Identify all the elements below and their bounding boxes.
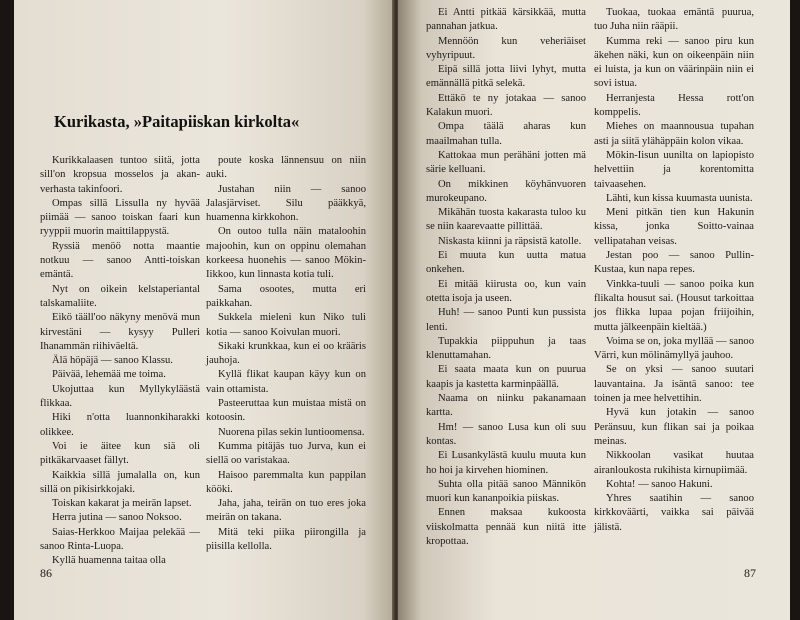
page-number-right: 87 (744, 566, 756, 580)
right-column-2 (594, 6, 754, 535)
paragraph: Ei Lusankylästä kuulu muuta kun ho hoi ja kirvehen hiominen. (426, 450, 586, 476)
paragraph: Ei Antti pitkää kärsikkää, mutta pannahan jatkua. (426, 7, 586, 33)
paragraph: Herranjesta Hessa rott'on komppelis. (594, 92, 754, 119)
paragraph: Kurikkalaasen tuntoo siitä, jotta sill'on kropsua mosselos ja akan-verhasta takinfoori. (40, 155, 200, 195)
paragraph: Sama osootes, mutta eri paikkahan. (206, 283, 366, 309)
left-column-2 (206, 154, 366, 554)
paragraph: Suhta olla pitää sanoo Männikön muori kun kananpoikia piiskas. (426, 478, 586, 505)
paragraph: Jestan poo — sanoo Pullin-Kustaa, kun napa repes. (594, 250, 754, 276)
paragraph: Ryssiä menöö notta maantie notkuu — sanoo Antti-toiskan emäntä. (40, 240, 200, 281)
paragraph: Kyllä huamenna taitaa olla (52, 555, 166, 567)
paragraph: poute koska lännensuu on niin auki. (206, 155, 366, 181)
paragraph: Se on yksi — sanoo suutari lauvantaina. Ja isäntä sanoo: tee toinen ja mee helvettihin. (594, 364, 754, 405)
paragraph: Mökin-Iisun uunilta on lapiopisto helvettiin ja korentomitta taivaasehen. (594, 149, 754, 190)
paragraph: Sikaki krunkkaa, kun ei oo krääris jauhoja. (206, 340, 366, 367)
paragraph: Kumma pitäjäs tuo Jurva, kun ei siellä oo varistakaa. (206, 440, 366, 467)
paragraph: Niskasta kiinni ja räpsistä katolle. (438, 235, 582, 247)
paragraph: Voima se on, joka myllää — sanoo Värri, kun mölinämyllyä jauhoo. (594, 335, 754, 362)
paragraph: Ettäkö te ny jotakaa — sanoo Kalakun muori. (426, 92, 586, 119)
paragraph: Kumma reki — sanoo piru kun äkehen näki, kun on oikeenpäin niin ei luista, ja kun on väärinpäin niin ei sovi istua. (594, 35, 754, 90)
paragraph: Nyt on oikein kelstaperiantal talskamaliite. (40, 283, 200, 309)
chapter-title: Kurikasta, »Paitapiiskan kirkolta« (54, 112, 300, 131)
paragraph: Mikähän tuosta kakarasta tuloo ku se niin kaarevaatte pillittää. (426, 207, 586, 233)
paragraph: Sukkela mieleni kun Niko tuli kotia — sanoo Koivulan muori. (206, 312, 366, 338)
paragraph: Nuorena pilas sekin luntioomensa. (218, 426, 365, 438)
paragraph: Kaikkia sillä jumalalla on, kun sillä on pikisirkkojaki. (40, 469, 200, 495)
paragraph: Hiki n'otta luannonkiharakki olikkee. (40, 412, 200, 438)
right-column-1 (426, 6, 586, 549)
paragraph: Vinkka-tuuli — sanoo poika kun flikalta housut sai. (Housut tarkoittaa jos flikka lupaa pojan friijoihin, mutta jälkeenpäin kieltää.) (594, 278, 754, 333)
paragraph: Älä höpäjä — sanoo Klassu. (52, 355, 173, 367)
paragraph: Lähti, kun kissa kuumasta uunista. (606, 192, 753, 204)
paragraph: Naama on niinku pakanamaan kartta. (426, 393, 586, 419)
paragraph: Nikkoolan vasikat huutaa airanloukosta rukihista kirnupiimää. (594, 450, 754, 476)
paragraph: Ei mitää kiirusta oo, kun vain otetta isoja ja useen. (426, 278, 586, 304)
paragraph: Hm! — sanoo Lusa kun oli suu kontas. (426, 421, 586, 447)
paragraph: Hyvä kun jotakin — sanoo Peränsuu, kun flikan sai ja poikaa meinas. (594, 407, 754, 447)
paragraph: Ompa täälä aharas kun maailmahan tulla. (426, 121, 586, 147)
paragraph: Eikö tääll'oo näkyny menövä mun kirvestäni — kysyy Pulleri Ihanammän riihiväeltä. (40, 312, 200, 352)
paragraph: Päivää, lehemää me toima. (52, 369, 166, 381)
paragraph: Justahan niin — sanoo Jalasjärviset. Silu pääkkyä, huamenna kirkkohon. (206, 183, 366, 224)
page-number-left: 86 (40, 566, 52, 580)
paragraph: Herra jutina — sanoo Noksoo. (52, 512, 182, 524)
paragraph: Jaha, jaha, teirän on tuo eres joka meirän on takana. (206, 498, 366, 524)
paragraph: On outoo tulla näin mataloohin majoohin, kun on oppinu olemahan korkeesa huonehis — sanoo Mökin-Iikkoo, kun linnasta kotia tuli. (206, 226, 366, 281)
paragraph: Huh! — sanoo Punti kun pussista lenti. (426, 307, 586, 333)
paragraph: Yhres saatihin — sanoo kirkkoväärti, vaikka sai päivää jälistä. (594, 493, 754, 533)
paragraph: Mitä teki piika piirongilla ja piisilla kellolla. (206, 526, 366, 553)
paragraph: Saias-Herkkoo Maijaa pelekää — sanoo Rinta-Luopa. (40, 526, 200, 553)
paragraph: Ennen maksaa kukoosta viiskolmatta pennää kun niitä itte kropottaa. (426, 507, 586, 547)
paragraph: Pasteeruttaa kun muistaa mistä on kotoosin. (206, 398, 366, 424)
paragraph: Tuokaa, tuokaa emäntä puurua, tuo Juha niin rääpii. (594, 7, 754, 33)
paragraph: On mikkinen köyhänvuoren murokeupano. (426, 178, 586, 204)
paragraph: Kyllä flikat kaupan käyy kun on vain ottamista. (206, 369, 366, 395)
paragraph: Eipä sillä jotta liivi lyhyt, mutta emännällä pitkä selekä. (426, 64, 586, 90)
paragraph: Meni pitkän tien kun Hakunin kissa, jonka Soitto-vainaa vellipatahan veisas. (594, 207, 754, 247)
paragraph: Ukojuttaa kun Myllykyläästä flikkaa. (40, 383, 200, 410)
paragraph: Miehes on maannousua tupahan asti ja siitä ylähäppäin kolon vikaa. (594, 121, 754, 147)
paragraph: Ompas sillä Lissulla ny hyvää piimää — sanoo toiskan faari kun ryyppii muorin maittilappystä. (40, 197, 200, 238)
paragraph: Tupakkia piippuhun ja taas klenuttamahan. (426, 335, 586, 362)
paragraph: Ei saata maata kun on puurua kaapis ja kastetta karminpäällä. (426, 364, 586, 390)
paragraph: Haisoo paremmalta kun pappilan kööki. (206, 469, 366, 495)
paragraph: Kohta! — sanoo Hakuni. (606, 478, 713, 490)
paragraph: Ei muuta kun uutta matua onkehen. (426, 250, 586, 276)
paragraph: Kattokaa mun perähäni jotten mä särie kelluani. (426, 149, 586, 176)
paragraph: Mennöön kun veheriäiset vyhyripuut. (426, 35, 586, 61)
left-column-1 (40, 154, 200, 569)
paragraph: Toiskan kakarat ja meirän lapset. (52, 498, 192, 510)
paragraph: Voi ie äitee kun siä oli pitkäkarvaaset fällyt. (40, 440, 200, 467)
